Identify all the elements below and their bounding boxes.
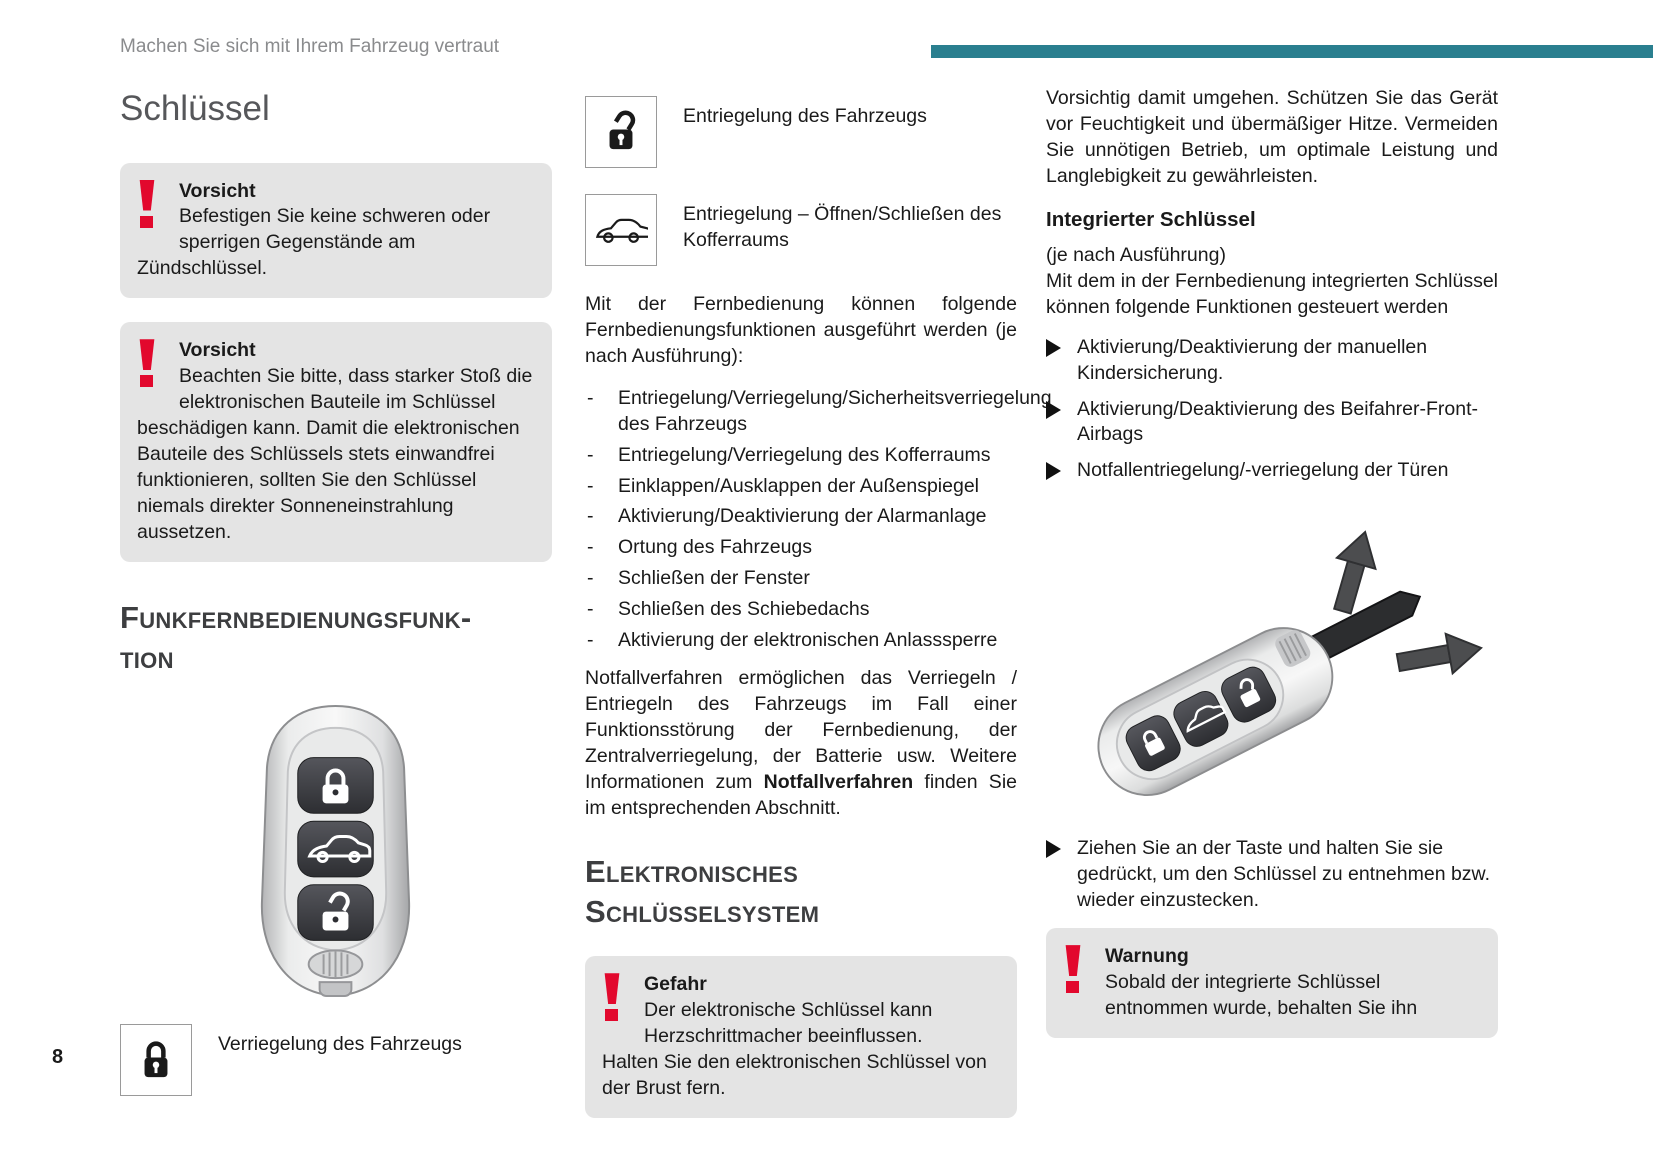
column-middle <box>585 96 1052 1142</box>
page-title: Schlüssel <box>120 89 270 128</box>
integrated-key-subheading: Integrierter Schlüssel <box>1046 207 1256 231</box>
trunk-caption: Entriegelung – Öffnen/Schließen des Kofferraums <box>683 203 1002 251</box>
column-left <box>120 86 552 1122</box>
heading-line: Schlüsselsystem <box>585 893 820 929</box>
list-item-text: Notfallentriegelung/-verriegelung der Türen <box>1077 459 1449 482</box>
warning-exclamation-icon <box>139 339 167 391</box>
unlock-caption: Entriegelung des Fahrzeugs <box>683 105 927 127</box>
section-heading-remote-function <box>120 598 552 679</box>
list-item: - Einklappen/Ausklappen der Außenspiegel <box>585 474 1017 500</box>
warning-exclamation-icon <box>139 180 167 232</box>
list-item <box>1046 836 1498 914</box>
heading-line: Elektronisches <box>585 853 799 889</box>
warning-exclamation-icon <box>604 973 632 1025</box>
list-item-text: Aktivierung/Deaktivierung des Beifahrer-Front-Airbags <box>1077 397 1479 446</box>
list-item <box>1046 335 1498 387</box>
caution-title: Vorsicht <box>179 339 256 362</box>
warning-title: Warnung <box>1105 945 1189 968</box>
paragraph-text: Notfallverfahren ermöglichen das Verriegeln / Entriegeln des Fahrzeugs im Fall einer Funktionsstörung der Fernbedienung, der Zentralverriegelung, der Batterie usw. Weitere Informationen zum <box>585 667 1017 793</box>
lock-caption-row <box>120 1024 552 1096</box>
caution-body: Befestigen Sie keine schweren oder sperrigen Gegenstände am Zündschlüssel. <box>137 205 491 280</box>
list-item-text: Ziehen Sie an der Taste und halten Sie sie gedrückt, um den Schlüssel zu entnehmen bzw. wieder einzustecken. <box>1077 837 1490 912</box>
lock-open-icon <box>585 96 657 168</box>
emergency-procedure-paragraph <box>585 666 1017 822</box>
key-removal-instruction <box>1046 836 1498 914</box>
page-number: 8 <box>52 1046 64 1068</box>
paragraph-bold-text: Notfallverfahren <box>763 770 914 793</box>
danger-body-2: Halten Sie den elektronischen Schlüssel von der Brust fern. <box>602 1050 987 1099</box>
unlock-caption-row <box>585 96 1017 168</box>
caution-title: Vorsicht <box>179 179 256 202</box>
care-paragraph: Vorsichtig damit umgehen. Schützen Sie das Gerät vor Feuchtigkeit und übermäßiger Hitze. Vermeiden Sie unnötigen Betrieb, um optimale Leistung und Langlebigkeit zu gewährleisten. <box>1046 87 1498 187</box>
arrow-bullet-icon <box>1046 462 1061 480</box>
car-side-icon <box>585 194 657 266</box>
integrated-key-function-list <box>1046 335 1498 485</box>
danger-body-1: Der elektronische Schlüssel kann Herzschrittmacher beeinflussen. <box>644 999 933 1048</box>
integrated-key-illustration <box>1052 494 1492 812</box>
heading-line: tion <box>120 639 174 675</box>
trunk-caption-row <box>585 194 1017 266</box>
list-item <box>1046 458 1498 484</box>
caution-box-1 <box>120 163 552 299</box>
warning-exclamation-icon <box>1065 945 1093 997</box>
extract-arrow-up-icon <box>1323 527 1384 617</box>
arrow-bullet-icon <box>1046 339 1061 357</box>
caution-box-2 <box>120 322 552 561</box>
paragraph-text: finden Sie im entsprechenden Abschnitt. <box>585 770 1017 819</box>
list-item: - Aktivierung der elektronischen Anlasssperre <box>585 628 1017 654</box>
remote-function-list <box>585 386 1052 654</box>
list-item: - Entriegelung/Verriegelung des Kofferraums <box>585 443 1017 469</box>
heading-line: Funkfernbedienungsfunk- <box>120 599 472 635</box>
list-item: - Schließen des Schiebedachs <box>585 597 1017 623</box>
caution-body: Beachten Sie bitte, dass starker Stoß die elektronischen Bauteile im Schlüssel beschädigen kann. Damit die elektronischen Bauteile des Schlüssels stets einwandfrei funktionieren, sollten Sie den Schlüssel niemals direkter Sonneneinstrahlung aussetzen. <box>137 365 533 543</box>
section-heading-electronic-key <box>585 852 1017 933</box>
lock-caption: Verriegelung des Fahrzeugs <box>218 1033 462 1056</box>
running-header: Machen Sie sich mit Ihrem Fahrzeug vertraut <box>120 36 500 57</box>
remote-intro-paragraph: Mit der Fernbedienung können folgende Fernbedienungsfunktionen ausgeführt werden (je nach Ausführung): <box>585 293 1017 367</box>
danger-box <box>585 956 1017 1118</box>
remote-key-illustration <box>222 702 450 1000</box>
arrow-bullet-icon <box>1046 401 1061 419</box>
arrow-bullet-icon <box>1046 840 1061 858</box>
variant-note: (je nach Ausführung) <box>1046 243 1226 266</box>
warning-body: Sobald der integrierte Schlüssel entnommen wurde, behalten Sie ihn <box>1105 971 1418 1019</box>
list-item <box>1046 397 1498 449</box>
danger-title: Gefahr <box>644 973 707 996</box>
column-right <box>1046 86 1498 1062</box>
list-item-text: Aktivierung/Deaktivierung der manuellen Kindersicherung. <box>1077 335 1428 384</box>
accent-bar <box>931 45 1653 58</box>
extract-arrow-right-icon <box>1395 628 1485 682</box>
list-item: - Ortung des Fahrzeugs <box>585 535 1017 561</box>
list-item: - Aktivierung/Deaktivierung der Alarmanlage <box>585 504 1017 530</box>
list-item: - Entriegelung/Verriegelung/Sicherheitsverriegelung des Fahrzeugs <box>585 386 1017 438</box>
lock-closed-icon <box>120 1024 192 1096</box>
warning-box <box>1046 928 1498 1038</box>
integrated-key-intro: Mit dem in der Fernbedienung integrierten Schlüssel können folgende Funktionen gesteuert werden <box>1046 269 1498 318</box>
list-item: - Schließen der Fenster <box>585 566 1017 592</box>
